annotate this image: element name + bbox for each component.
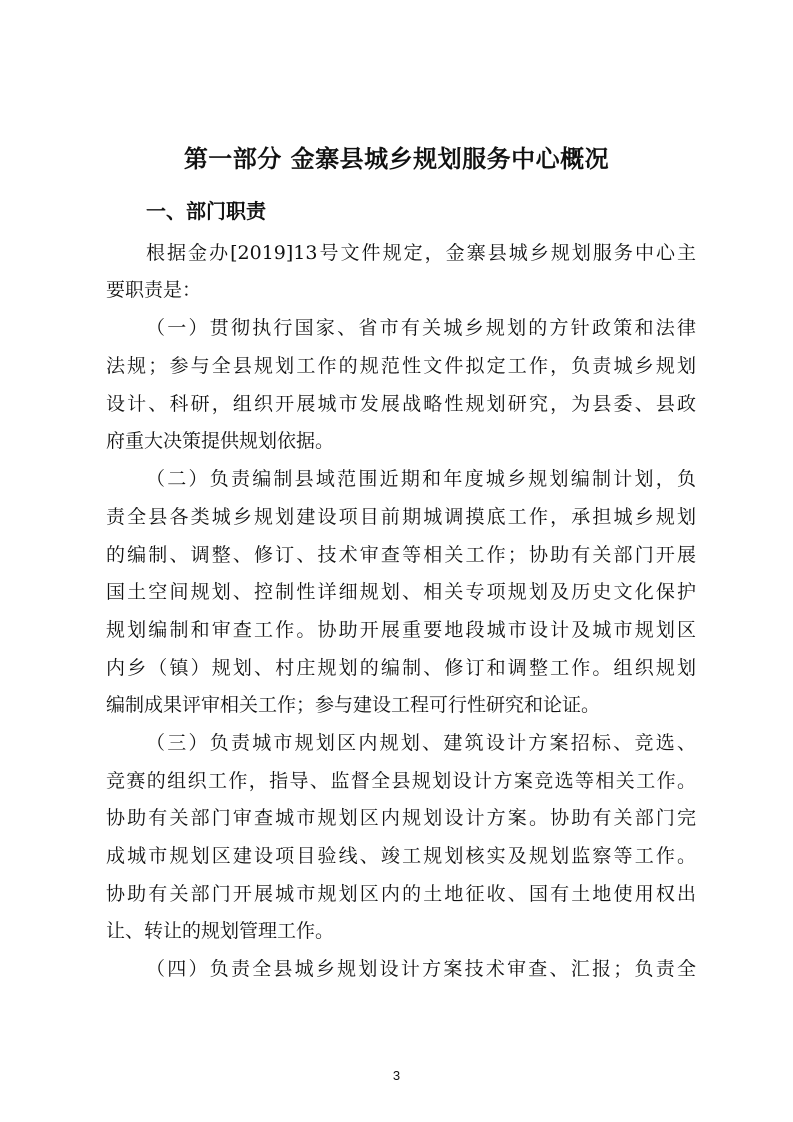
body-line: 让、转让的规划管理工作。 [106, 920, 335, 942]
body-line: 责全县各类城乡规划建设项目前期城调摸底工作，承担城乡规划 [106, 506, 696, 528]
body-line: 成城市规划区建设项目验线、竣工规划核实及规划监察等工作。 [106, 845, 696, 867]
section-heading: 一、部门职责 [146, 199, 266, 223]
body-line: （三）负责城市规划区内规划、建筑设计方案招标、竞选、 [146, 732, 696, 754]
body-line: 协助有关部门开展城市规划区内的土地征收、国有土地使用权出 [106, 883, 696, 905]
body-line: 国土空间规划、控制性详细规划、相关专项规划及历史文化保护 [106, 581, 696, 603]
page-number: 3 [392, 1068, 401, 1083]
body-line: 设计、科研，组织开展城市发展战略性规划研究，为县委、县政 [106, 393, 696, 415]
body-line: （一）贯彻执行国家、省市有关城乡规划的方针政策和法律 [146, 317, 696, 339]
body-line: 协助有关部门审查城市规划区内规划设计方案。协助有关部门完 [106, 807, 696, 829]
body-line: 要职责是： [106, 279, 202, 301]
body-line: 内乡（镇）规划、村庄规划的编制、修订和调整工作。组织规划 [106, 657, 696, 679]
body-line: 规划编制和审查工作。协助开展重要地段城市设计及城市规划区 [106, 619, 696, 641]
body-line: （四）负责全县城乡规划设计方案技术审查、汇报；负责全 [146, 958, 696, 980]
body-line: 府重大决策提供规划依据。 [106, 430, 335, 452]
body-line: 的编制、调整、修订、技术审查等相关工作；协助有关部门开展 [106, 544, 696, 566]
body-line: （二）负责编制县域范围近期和年度城乡规划编制计划，负 [146, 468, 696, 490]
body-line: 法规；参与全县规划工作的规范性文件拟定工作，负责城乡规划 [106, 355, 696, 377]
body-line: 竞赛的组织工作，指导、监督全县规划设计方案竞选等相关工作。 [106, 770, 696, 792]
body-line: 根据金办[2019]13号文件规定，金寨县城乡规划服务中心主 [146, 242, 696, 264]
page-title: 第一部分 金寨县城乡规划服务中心概况 [183, 145, 610, 173]
body-line: 编制成果评审相关工作；参与建设工程可行性研究和论证。 [106, 694, 601, 716]
